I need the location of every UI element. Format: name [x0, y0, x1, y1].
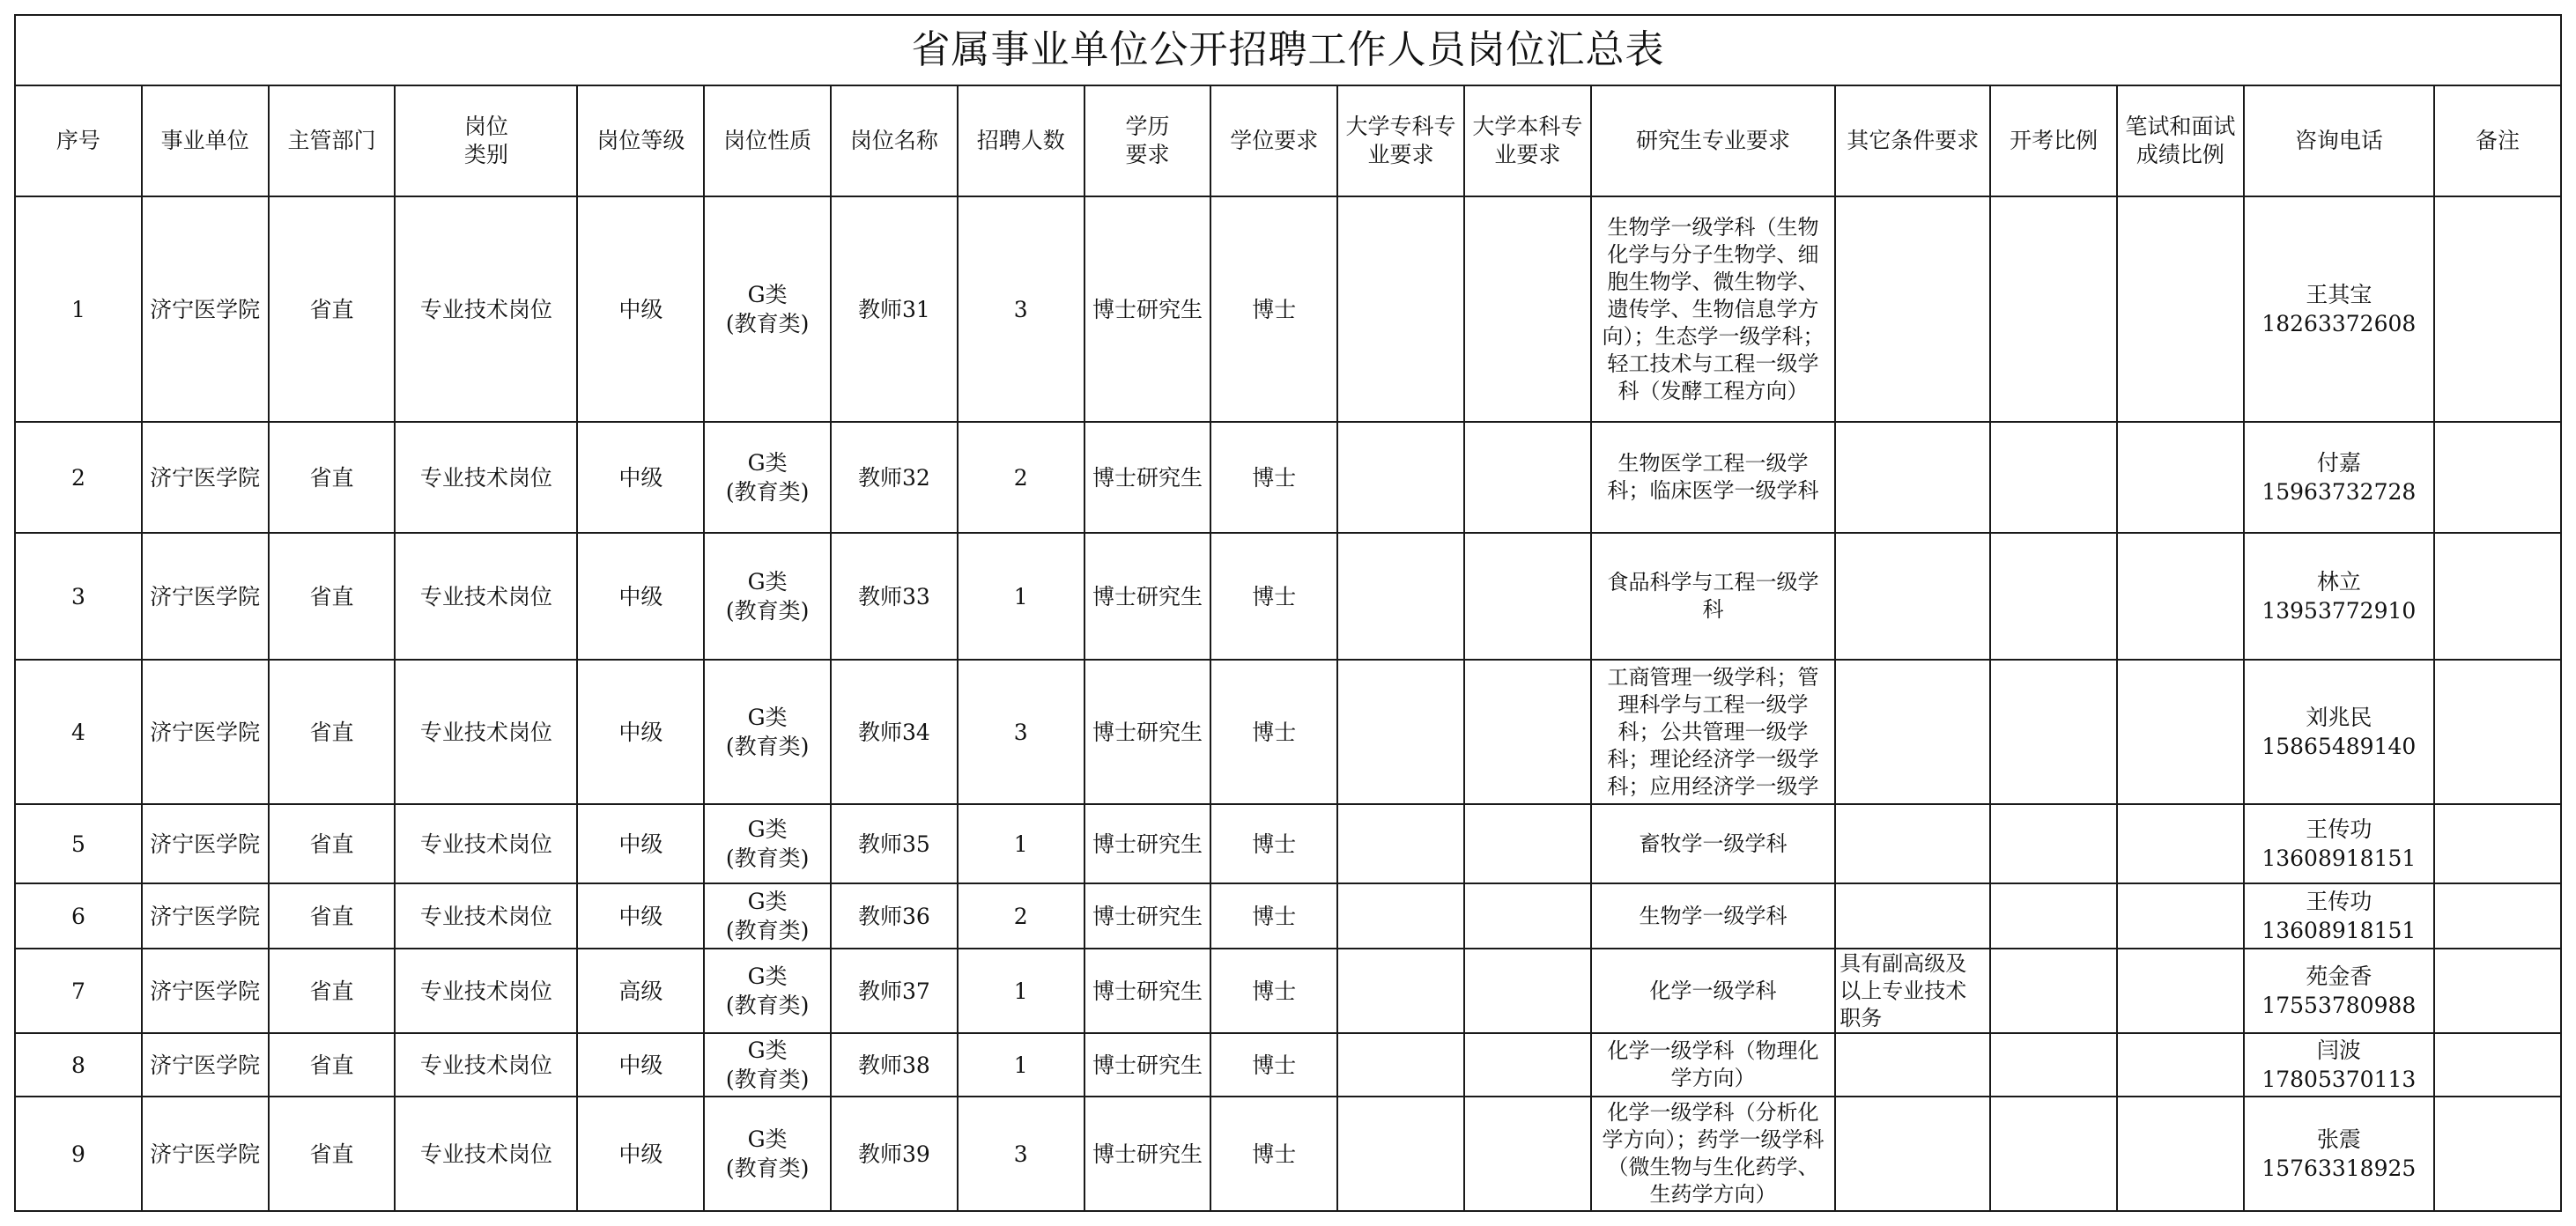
cell-nature-class: (教育类)	[725, 598, 810, 624]
cell-dept: 省直	[269, 660, 396, 804]
table-row	[15, 660, 2561, 804]
cell-nature	[704, 1033, 831, 1097]
cell-nature-type: G类	[747, 450, 788, 476]
cell-contact-name: 闫波	[2316, 1038, 2361, 1063]
cell-grad-major: 生物医学工程一级学科；临床医学一级学科	[1591, 422, 1836, 533]
cell-other	[1835, 196, 1990, 422]
cell-unit: 济宁医学院	[142, 1033, 269, 1097]
cell-nature-type: G类	[747, 889, 788, 914]
table-row	[15, 804, 2561, 883]
cell-job-name: 教师37	[831, 949, 958, 1033]
cell-remark	[2434, 196, 2561, 422]
cell-score-ratio	[2117, 1097, 2244, 1211]
col-header-other: 其它条件要求	[1835, 85, 1990, 196]
cell-degree: 博士	[1210, 422, 1337, 533]
header-row	[15, 85, 2561, 196]
cell-phone	[2244, 804, 2434, 883]
cell-job-name: 教师38	[831, 1033, 958, 1097]
cell-grad-major: 食品科学与工程一级学科	[1591, 533, 1836, 660]
cell-job-name: 教师33	[831, 533, 958, 660]
cell-category: 专业技术岗位	[395, 1033, 577, 1097]
cell-nature	[704, 422, 831, 533]
table-row	[15, 533, 2561, 660]
cell-college-major	[1337, 949, 1464, 1033]
col-header-bachelor-line1: 大学本科专	[1472, 114, 1583, 139]
cell-grad-major: 畜牧学一级学科	[1591, 804, 1836, 883]
col-header-remark: 备注	[2434, 85, 2561, 196]
cell-grad-major: 化学一级学科（分析化学方向）；药学一级学科（微生物与生化药学、生药学方向）	[1591, 1097, 1836, 1211]
cell-nature-class: (教育类)	[725, 1156, 810, 1181]
cell-college-major	[1337, 804, 1464, 883]
cell-degree: 博士	[1210, 533, 1337, 660]
cell-count: 2	[958, 422, 1084, 533]
col-header-dept: 主管部门	[269, 85, 396, 196]
cell-category: 专业技术岗位	[395, 1097, 577, 1211]
cell-college-major	[1337, 422, 1464, 533]
cell-degree: 博士	[1210, 949, 1337, 1033]
page-title: 省属事业单位公开招聘工作人员岗位汇总表	[15, 15, 2561, 85]
cell-contact-name: 张震	[2316, 1126, 2361, 1152]
cell-other	[1835, 1033, 1990, 1097]
cell-college-major	[1337, 1033, 1464, 1097]
cell-unit: 济宁医学院	[142, 949, 269, 1033]
col-header-score-ratio	[2117, 85, 2244, 196]
cell-seq: 2	[15, 422, 142, 533]
cell-nature-type: G类	[747, 282, 788, 307]
cell-grad-major: 生物学一级学科（生物化学与分子生物学、细胞生物学、微生物学、遗传学、生物信息学方向）；生态学一级学科；轻工技术与工程一级学科（发酵工程方向）	[1591, 196, 1836, 422]
cell-level: 中级	[577, 804, 704, 883]
cell-dept: 省直	[269, 1097, 396, 1211]
cell-education: 博士研究生	[1084, 533, 1211, 660]
cell-job-name: 教师34	[831, 660, 958, 804]
cell-score-ratio	[2117, 660, 2244, 804]
cell-job-name: 教师31	[831, 196, 958, 422]
cell-ratio	[1990, 1097, 2117, 1211]
cell-nature	[704, 804, 831, 883]
cell-remark	[2434, 533, 2561, 660]
cell-bachelor-major	[1464, 883, 1591, 949]
col-header-education-line2: 要求	[1125, 142, 1170, 167]
table-row	[15, 1097, 2561, 1211]
cell-dept: 省直	[269, 949, 396, 1033]
cell-remark	[2434, 1033, 2561, 1097]
table-row	[15, 422, 2561, 533]
cell-ratio	[1990, 196, 2117, 422]
cell-other	[1835, 1097, 1990, 1211]
cell-phone-number: 17805370113	[2261, 1067, 2417, 1092]
cell-nature-type: G类	[747, 1038, 788, 1063]
cell-seq: 3	[15, 533, 142, 660]
cell-nature	[704, 196, 831, 422]
cell-seq: 6	[15, 883, 142, 949]
cell-degree: 博士	[1210, 804, 1337, 883]
cell-education: 博士研究生	[1084, 804, 1211, 883]
cell-ratio	[1990, 533, 2117, 660]
cell-contact-name: 王传功	[2306, 889, 2372, 914]
cell-other	[1835, 883, 1990, 949]
cell-level: 中级	[577, 196, 704, 422]
cell-category: 专业技术岗位	[395, 660, 577, 804]
cell-level: 中级	[577, 660, 704, 804]
cell-job-name: 教师39	[831, 1097, 958, 1211]
cell-education: 博士研究生	[1084, 949, 1211, 1033]
cell-education: 博士研究生	[1084, 196, 1211, 422]
table-row	[15, 196, 2561, 422]
cell-dept: 省直	[269, 883, 396, 949]
cell-nature	[704, 660, 831, 804]
cell-phone-number: 15763318925	[2261, 1156, 2417, 1181]
cell-bachelor-major	[1464, 533, 1591, 660]
cell-category: 专业技术岗位	[395, 533, 577, 660]
cell-contact-name: 刘兆民	[2306, 705, 2372, 730]
cell-degree: 博士	[1210, 196, 1337, 422]
col-header-unit: 事业单位	[142, 85, 269, 196]
cell-other: 具有副高级及以上专业技术职务	[1835, 949, 1990, 1033]
cell-nature	[704, 883, 831, 949]
cell-bachelor-major	[1464, 196, 1591, 422]
cell-seq: 8	[15, 1033, 142, 1097]
col-header-college-line1: 大学专科专	[1345, 114, 1456, 139]
cell-nature-class: (教育类)	[725, 993, 810, 1018]
cell-score-ratio	[2117, 533, 2244, 660]
table-row	[15, 1033, 2561, 1097]
cell-nature-class: (教育类)	[725, 311, 810, 336]
cell-college-major	[1337, 883, 1464, 949]
cell-phone-number: 15963732728	[2261, 479, 2417, 505]
cell-count: 3	[958, 660, 1084, 804]
cell-category: 专业技术岗位	[395, 949, 577, 1033]
col-header-grad-major: 研究生专业要求	[1591, 85, 1836, 196]
col-header-education	[1084, 85, 1211, 196]
table-body	[15, 196, 2561, 1211]
cell-nature-type: G类	[747, 1126, 788, 1152]
cell-remark	[2434, 1097, 2561, 1211]
cell-nature-class: (教育类)	[725, 479, 810, 505]
col-header-category-line1: 岗位	[463, 114, 508, 139]
table-row	[15, 883, 2561, 949]
cell-contact-name: 苑金香	[2306, 964, 2372, 989]
cell-education: 博士研究生	[1084, 660, 1211, 804]
cell-count: 1	[958, 533, 1084, 660]
cell-phone	[2244, 422, 2434, 533]
cell-job-name: 教师36	[831, 883, 958, 949]
cell-phone-number: 13608918151	[2261, 846, 2417, 871]
cell-phone	[2244, 949, 2434, 1033]
col-header-college-major	[1337, 85, 1464, 196]
cell-count: 1	[958, 949, 1084, 1033]
cell-seq: 7	[15, 949, 142, 1033]
cell-dept: 省直	[269, 196, 396, 422]
cell-phone	[2244, 883, 2434, 949]
cell-phone-number: 13953772910	[2261, 598, 2417, 624]
cell-nature-class: (教育类)	[725, 918, 810, 943]
cell-unit: 济宁医学院	[142, 660, 269, 804]
col-header-college-line2: 业要求	[1367, 142, 1434, 167]
cell-bachelor-major	[1464, 422, 1591, 533]
cell-ratio	[1990, 422, 2117, 533]
cell-unit: 济宁医学院	[142, 196, 269, 422]
cell-dept: 省直	[269, 533, 396, 660]
col-header-level: 岗位等级	[577, 85, 704, 196]
cell-nature-class: (教育类)	[725, 734, 810, 759]
cell-phone	[2244, 1097, 2434, 1211]
cell-nature	[704, 949, 831, 1033]
col-header-score-line2: 成绩比例	[2136, 142, 2224, 167]
cell-education: 博士研究生	[1084, 1033, 1211, 1097]
cell-category: 专业技术岗位	[395, 422, 577, 533]
col-header-count: 招聘人数	[958, 85, 1084, 196]
cell-phone-number: 15865489140	[2261, 734, 2417, 759]
table-row	[15, 949, 2561, 1033]
cell-college-major	[1337, 533, 1464, 660]
cell-phone-number: 13608918151	[2261, 918, 2417, 943]
cell-remark	[2434, 949, 2561, 1033]
cell-contact-name: 王传功	[2306, 816, 2372, 842]
cell-other	[1835, 422, 1990, 533]
cell-education: 博士研究生	[1084, 883, 1211, 949]
cell-count: 3	[958, 1097, 1084, 1211]
cell-level: 中级	[577, 1033, 704, 1097]
cell-score-ratio	[2117, 422, 2244, 533]
cell-education: 博士研究生	[1084, 422, 1211, 533]
col-header-bachelor-line2: 业要求	[1494, 142, 1561, 167]
cell-remark	[2434, 422, 2561, 533]
cell-ratio	[1990, 804, 2117, 883]
cell-dept: 省直	[269, 804, 396, 883]
cell-other	[1835, 660, 1990, 804]
cell-count: 2	[958, 883, 1084, 949]
cell-nature-type: G类	[747, 964, 788, 989]
col-header-category-line2: 类别	[463, 142, 508, 167]
cell-score-ratio	[2117, 1033, 2244, 1097]
cell-category: 专业技术岗位	[395, 804, 577, 883]
cell-seq: 5	[15, 804, 142, 883]
col-header-phone: 咨询电话	[2244, 85, 2434, 196]
cell-remark	[2434, 660, 2561, 804]
cell-grad-major: 生物学一级学科	[1591, 883, 1836, 949]
col-header-education-line1: 学历	[1125, 114, 1170, 139]
cell-college-major	[1337, 1097, 1464, 1211]
cell-nature-class: (教育类)	[725, 846, 810, 871]
cell-grad-major: 化学一级学科（物理化学方向）	[1591, 1033, 1836, 1097]
cell-phone	[2244, 1033, 2434, 1097]
cell-degree: 博士	[1210, 883, 1337, 949]
cell-level: 中级	[577, 883, 704, 949]
cell-count: 1	[958, 1033, 1084, 1097]
cell-nature-type: G类	[747, 569, 788, 595]
cell-ratio	[1990, 660, 2117, 804]
cell-job-name: 教师32	[831, 422, 958, 533]
cell-unit: 济宁医学院	[142, 1097, 269, 1211]
cell-level: 中级	[577, 533, 704, 660]
cell-unit: 济宁医学院	[142, 804, 269, 883]
cell-bachelor-major	[1464, 949, 1591, 1033]
col-header-seq: 序号	[15, 85, 142, 196]
cell-nature-class: (教育类)	[725, 1067, 810, 1092]
cell-bachelor-major	[1464, 1097, 1591, 1211]
cell-category: 专业技术岗位	[395, 196, 577, 422]
cell-grad-major: 工商管理一级学科；管理科学与工程一级学科；公共管理一级学科；理论经济学一级学科；应用经济学一级学	[1591, 660, 1836, 804]
cell-ratio	[1990, 1033, 2117, 1097]
cell-ratio	[1990, 883, 2117, 949]
cell-unit: 济宁医学院	[142, 883, 269, 949]
cell-score-ratio	[2117, 883, 2244, 949]
cell-phone	[2244, 196, 2434, 422]
cell-degree: 博士	[1210, 660, 1337, 804]
cell-other	[1835, 804, 1990, 883]
col-header-name: 岗位名称	[831, 85, 958, 196]
cell-other	[1835, 533, 1990, 660]
cell-count: 1	[958, 804, 1084, 883]
cell-category: 专业技术岗位	[395, 883, 577, 949]
cell-score-ratio	[2117, 949, 2244, 1033]
cell-nature-type: G类	[747, 816, 788, 842]
cell-level: 中级	[577, 1097, 704, 1211]
cell-phone	[2244, 660, 2434, 804]
cell-seq: 1	[15, 196, 142, 422]
cell-score-ratio	[2117, 196, 2244, 422]
col-header-nature: 岗位性质	[704, 85, 831, 196]
cell-nature-type: G类	[747, 705, 788, 730]
cell-remark	[2434, 804, 2561, 883]
cell-ratio	[1990, 949, 2117, 1033]
cell-level: 中级	[577, 422, 704, 533]
cell-bachelor-major	[1464, 1033, 1591, 1097]
job-summary-table	[14, 14, 2562, 1212]
col-header-score-line1: 笔试和面试	[2125, 114, 2236, 139]
cell-unit: 济宁医学院	[142, 422, 269, 533]
cell-seq: 4	[15, 660, 142, 804]
cell-nature	[704, 533, 831, 660]
cell-bachelor-major	[1464, 660, 1591, 804]
cell-phone	[2244, 533, 2434, 660]
col-header-degree: 学位要求	[1210, 85, 1337, 196]
cell-dept: 省直	[269, 422, 396, 533]
cell-education: 博士研究生	[1084, 1097, 1211, 1211]
col-header-category	[395, 85, 577, 196]
cell-grad-major: 化学一级学科	[1591, 949, 1836, 1033]
cell-phone-number: 17553780988	[2261, 993, 2417, 1018]
cell-contact-name: 付嘉	[2316, 450, 2361, 476]
cell-bachelor-major	[1464, 804, 1591, 883]
cell-score-ratio	[2117, 804, 2244, 883]
cell-phone-number: 18263372608	[2261, 311, 2417, 336]
cell-unit: 济宁医学院	[142, 533, 269, 660]
job-summary-sheet	[14, 14, 2562, 1212]
cell-degree: 博士	[1210, 1033, 1337, 1097]
cell-nature	[704, 1097, 831, 1211]
cell-degree: 博士	[1210, 1097, 1337, 1211]
col-header-ratio: 开考比例	[1990, 85, 2117, 196]
cell-seq: 9	[15, 1097, 142, 1211]
cell-remark	[2434, 883, 2561, 949]
col-header-bachelor-major	[1464, 85, 1591, 196]
cell-level: 高级	[577, 949, 704, 1033]
cell-count: 3	[958, 196, 1084, 422]
cell-dept: 省直	[269, 1033, 396, 1097]
cell-contact-name: 林立	[2316, 569, 2361, 595]
cell-college-major	[1337, 660, 1464, 804]
cell-contact-name: 王其宝	[2306, 282, 2372, 307]
cell-college-major	[1337, 196, 1464, 422]
cell-job-name: 教师35	[831, 804, 958, 883]
